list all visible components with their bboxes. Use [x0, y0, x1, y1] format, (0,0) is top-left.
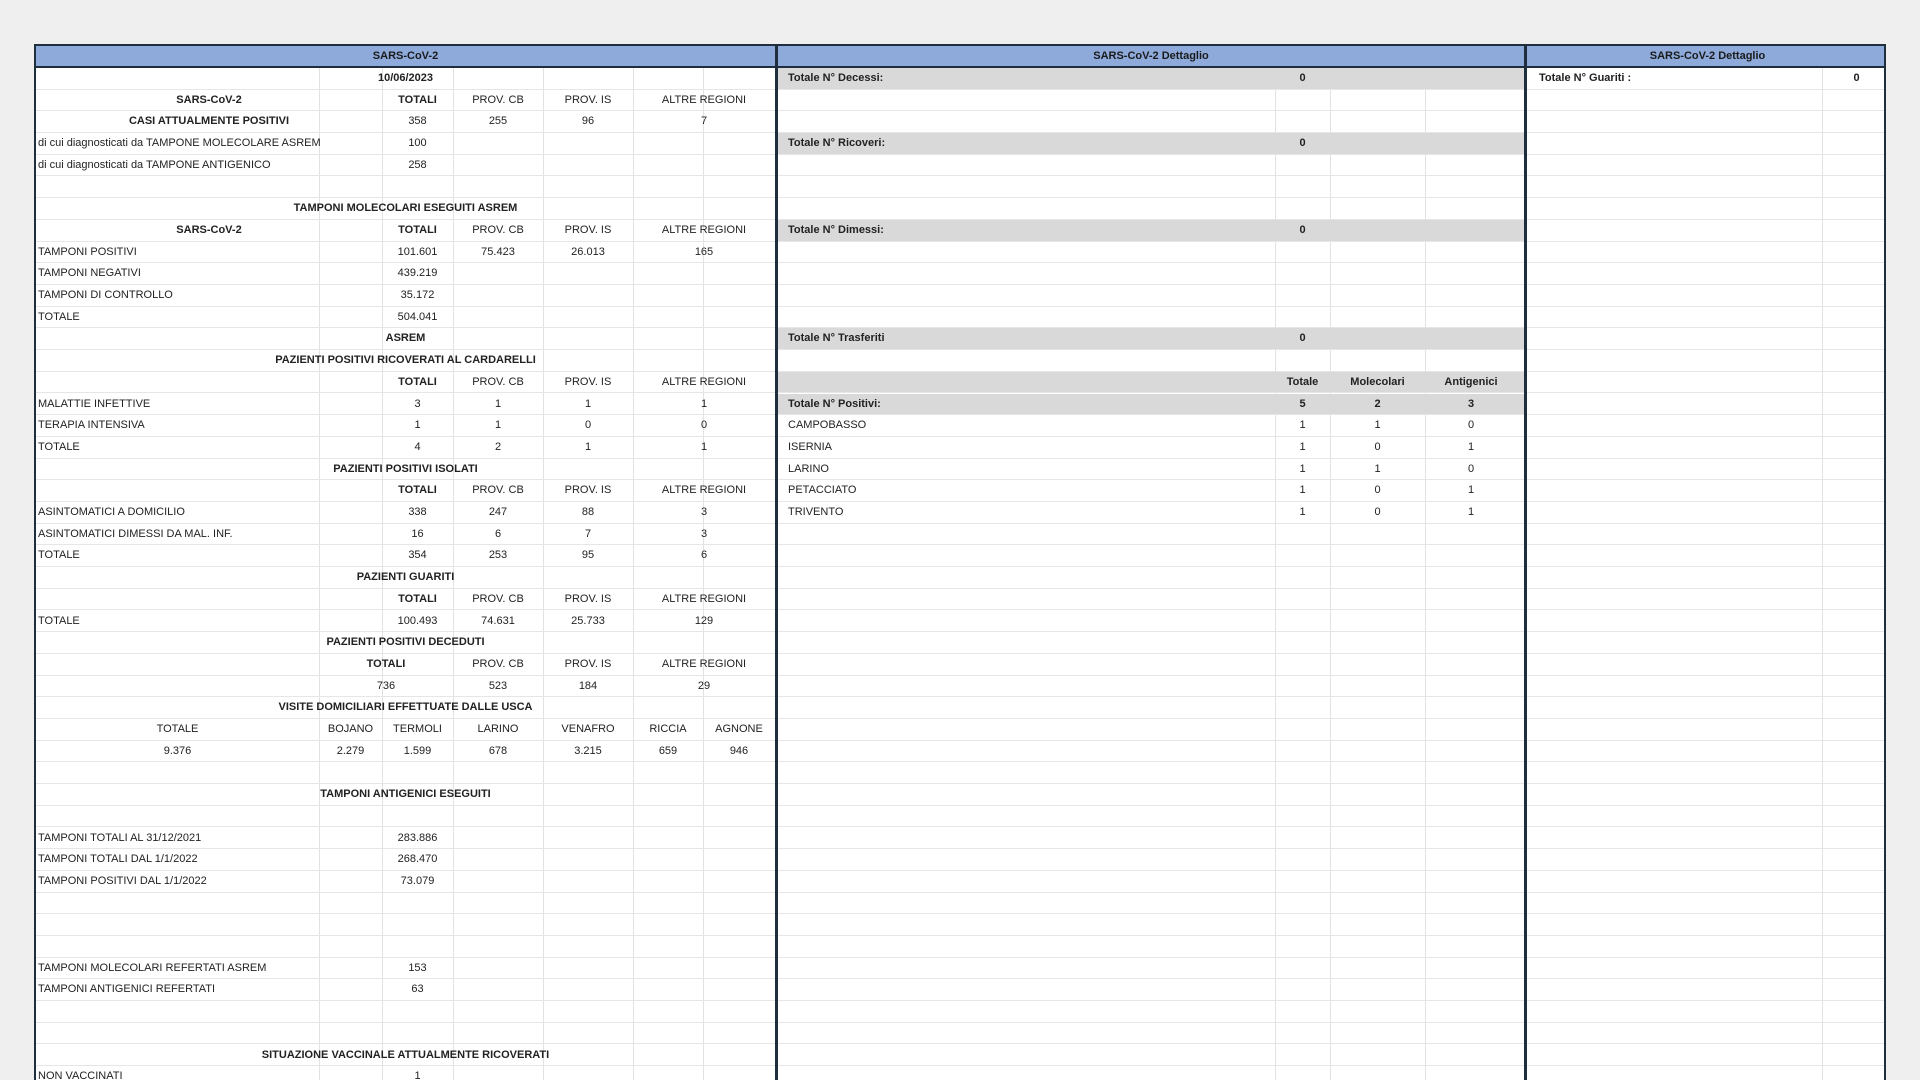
table-row: TOTALE 504.041: [36, 307, 775, 329]
right-header: SARS-CoV-2 Dettaglio: [1527, 46, 1886, 68]
guariti-row: Totale N° Guariti : 0: [1527, 68, 1886, 90]
col-sars: SARS-CoV-2: [176, 93, 242, 106]
left-header: SARS-CoV-2: [36, 46, 775, 68]
report-date: 10/06/2023: [377, 72, 434, 84]
col-prov-is: PROV. IS: [564, 93, 612, 106]
table-row: TOTALE 354 253 95 6: [36, 545, 775, 567]
table-row: TAMPONI NEGATIVI 439.219: [36, 263, 775, 285]
section-title-guariti: PAZIENTI GUARITI: [356, 571, 455, 584]
table-row: PETACCIATO 1 0 1: [778, 480, 1524, 502]
middle-panel: [775, 46, 1524, 1080]
table-row: NON VACCINATI 1: [36, 1066, 775, 1080]
table-row: di cui diagnosticati da TAMPONE MOLECOLARE ASREM 100: [36, 133, 775, 155]
table-row: TRIVENTO 1 0 1: [778, 502, 1524, 524]
table-row: TAMPONI DI CONTROLLO 35.172: [36, 285, 775, 307]
table-row: ASINTOMATICI DIMESSI DA MAL. INF. 16 6 7 3: [36, 524, 775, 546]
spreadsheet-page: [34, 44, 1886, 1080]
table-row: TAMPONI POSITIVI DAL 1/1/2022 73.079: [36, 871, 775, 893]
middle-header: SARS-CoV-2 Dettaglio: [778, 46, 1524, 68]
table-row: CASI ATTUALMENTE POSITIVI 358 255 96 7: [36, 111, 775, 133]
dimessi-row: Totale N° Dimessi: 0: [778, 220, 1524, 242]
left-panel: SARS-CoV-2 10/06/2023 SARS-CoV-2 TOTALI PROV. CB PROV. IS ALTRE REGIONI CASI ATTUALMENTE POSITIVI 358 255 96 7 di cui diagnosticati da TAMPONE MOLECOLARE ASREM 100 di cui diagnosticati da TAMPONE ANTIGENICO 258 TAMPONI MOLECOLARI ESEGUITI ASREM SARS-CoV-2 TOTALI PROV. CB PROV. IS ALTRE REGIONI TAMPONI POSITIVI 101.601 75.423 26.013 165 TAMPONI NEGATIVI 439.219 TAMPONI DI CONTROLLO 35.172 TOTALE 504.041 ASREM PAZIENTI POSITIVI RICOVERATI AL CARDARELLI TOTALI PROV. CB PROV. IS ALTRE REGIONI MALATTIE INFETTIVE 3 1 1 1 TERAPIA INTENSIVA 1 1 0 0 TOTALE 4 2 1 1 PAZIENTI POSITIVI ISOLATI TOTALI PROV. CB PROV. IS ALTRE REGIONI ASINTOMATICI A DOMICILIO 338 247 88 3 ASINTOMATICI DIMESSI DA MAL. INF. 16 6 7 3 TOTALE 354 253 95 6 PAZIENTI GUARITI TOTALI PROV. CB PROV. IS ALTRE REGIONI TOTALE 100.493 74.631 25.733 129 PAZIENTI POSITIVI DECEDUTI TOTALI PROV. CB PROV. IS ALTRE REGIONI 736 523 184 29 VISITE DOMICILIARI EFFETTUATE DALLE USCA TOTALE BOJANO TERMOLI LARINO VENAFRO RICCIA AGNONE 9.376 2.279 1.599 678 3.215 659 946 TAMPONI ANTIGENICI ESEGUITI TAMPONI TOTALI AL 31/12/2021 283.886 TAMPONI TOTALI DAL 1/1/2022 268.470 TAMPONI POSITIVI DAL 1/1/2022 73.079 TAMPONI MOLECOLARI REFERTATI ASREM 153 TAMPONI ANTIGENICI REFERTATI 63 SITUAZIONE VACCINALE ATTUALMENTE RICOVERATI NON VACCINATI 1: [36, 46, 775, 1080]
section-title-molecolari: TAMPONI MOLECOLARI ESEGUITI ASREM: [293, 202, 518, 215]
section-title-ricoverati: PAZIENTI POSITIVI RICOVERATI AL CARDARELLI: [275, 354, 536, 367]
section-title-asrem: ASREM: [385, 332, 426, 345]
table-row: TOTALE 100.493 74.631 25.733 129: [36, 611, 775, 633]
table-row: ISERNIA 1 0 1: [778, 437, 1524, 459]
section-title-usca: VISITE DOMICILIARI EFFETTUATE DALLE USCA: [278, 701, 533, 714]
table-row: ASINTOMATICI A DOMICILIO 338 247 88 3: [36, 502, 775, 524]
table-row: di cui diagnosticati da TAMPONE ANTIGENICO 258: [36, 155, 775, 177]
section-title-deceduti: PAZIENTI POSITIVI DECEDUTI: [326, 636, 485, 649]
col-prov-cb: PROV. CB: [472, 93, 524, 106]
section-title-antigenici: TAMPONI ANTIGENICI ESEGUITI: [320, 788, 491, 801]
table-row: TAMPONI TOTALI DAL 1/1/2022 268.470: [36, 849, 775, 871]
table-row: TOTALE 4 2 1 1: [36, 437, 775, 459]
section-title-vaccinale: SITUAZIONE VACCINALE ATTUALMENTE RICOVERATI: [261, 1048, 550, 1061]
table-row: CAMPOBASSO 1 1 0: [778, 415, 1524, 437]
usca-header-row: TOTALE BOJANO TERMOLI LARINO VENAFRO RICCIA AGNONE: [36, 719, 775, 741]
usca-value-row: 9.376 2.279 1.599 678 3.215 659 946: [36, 741, 775, 763]
table-row: TAMPONI ANTIGENICI REFERTATI 63: [36, 979, 775, 1001]
table-row: LARINO 1 1 0: [778, 459, 1524, 481]
right-panel: [1524, 46, 1886, 1080]
table-row: TERAPIA INTENSIVA 1 1 0 0: [36, 415, 775, 437]
table-row: MALATTIE INFETTIVE 3 1 1 1: [36, 394, 775, 416]
trasferiti-row: Totale N° Trasferiti 0: [778, 328, 1524, 350]
section-title-isolati: PAZIENTI POSITIVI ISOLATI: [333, 462, 478, 475]
table-row: 736 523 184 29: [36, 676, 775, 698]
table-row: TAMPONI TOTALI AL 31/12/2021 283.886: [36, 828, 775, 850]
ricoveri-row: Totale N° Ricoveri: 0: [778, 133, 1524, 155]
decessi-row: Totale N° Decessi: 0: [778, 68, 1524, 90]
positivi-total-row: Totale N° Positivi: 5 2 3: [778, 394, 1524, 416]
table-row: TAMPONI MOLECOLARI REFERTATI ASREM 153: [36, 958, 775, 980]
col-totali: TOTALI: [398, 93, 437, 106]
col-altre-regioni: ALTRE REGIONI: [661, 93, 747, 106]
positivi-header-row: Totale Molecolari Antigenici: [778, 372, 1524, 394]
table-row: TAMPONI POSITIVI 101.601 75.423 26.013 165: [36, 242, 775, 264]
